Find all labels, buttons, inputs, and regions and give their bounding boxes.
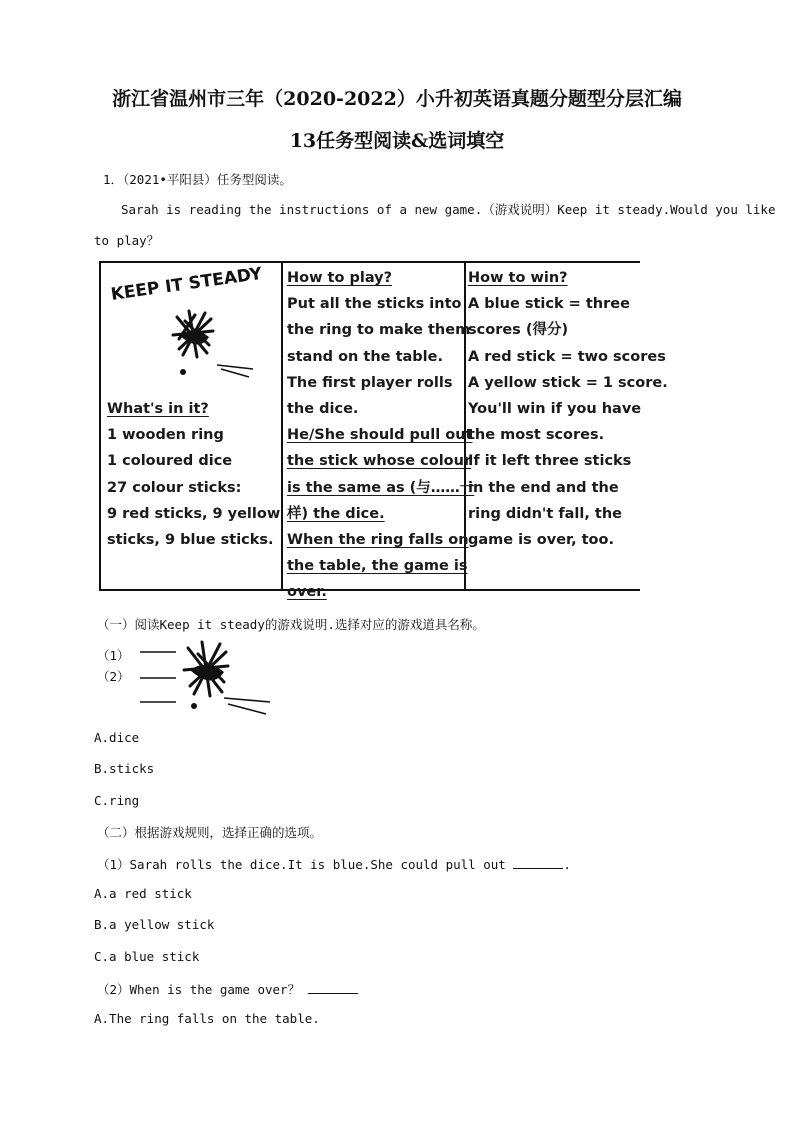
part2-q2-option: A.The ring falls on the table. — [94, 1011, 320, 1026]
whats-in-it-item: 1 coloured dice — [107, 453, 233, 470]
sticks-ring-dice-illustration — [165, 309, 265, 379]
whats-in-it-item: 1 wooden ring — [107, 427, 224, 444]
intro-line-2: to play？ — [94, 233, 160, 248]
how-to-play-line: The first player rolls — [287, 374, 453, 391]
part2-q1-option: A.a red stick — [94, 886, 192, 901]
how-to-play-line: the dice. — [287, 401, 359, 418]
part1-option: C.ring — [94, 793, 140, 808]
how-to-win-line: If it left three sticks — [468, 453, 632, 470]
question-number: 1．（2021•平阳县）任务型阅读。 — [103, 172, 292, 187]
how-to-win-line: in the end and the — [468, 479, 619, 496]
part1-instruction: （一）阅读Keep it steady的游戏说明.选择对应的游戏道具名称。 — [97, 617, 485, 632]
how-to-play-column — [287, 265, 474, 606]
how-to-play-line: the ring to make them — [287, 322, 471, 339]
how-to-win-line: A yellow stick = 1 score. — [468, 374, 668, 391]
how-to-win-column — [468, 265, 668, 553]
whats-in-it-item: sticks, 9 blue sticks. — [107, 532, 274, 549]
game-name: KEEP IT STEADY — [109, 263, 264, 305]
part1-label-1: （1） — [97, 648, 130, 663]
how-to-win-line: A red stick = two scores — [468, 348, 666, 365]
how-to-play-line: the table, the game is — [287, 558, 468, 575]
answer-blank-2[interactable] — [308, 983, 358, 994]
part1-option: A.dice — [94, 730, 140, 745]
how-to-win-line: the most scores. — [468, 427, 605, 444]
how-to-play-heading: How to play? — [287, 270, 393, 286]
how-to-play-line: stand on the table. — [287, 348, 443, 365]
how-to-play-line: Put all the sticks into — [287, 296, 462, 313]
part1-option: B.sticks — [94, 761, 155, 776]
answer-blank-1[interactable] — [513, 858, 563, 869]
document-title-line1: 浙江省温州市三年（2020-2022）小升初英语真题分题型分层汇编 — [112, 88, 682, 110]
how-to-win-line: You'll win if you have — [468, 401, 642, 418]
whats-in-it-heading: What's in it? — [107, 401, 209, 417]
how-to-win-line: ring didn't fall, the — [468, 505, 623, 522]
part2-instruction: （二）根据游戏规则，选择正确的选项。 — [97, 825, 323, 840]
how-to-win-line: scores (得分) — [468, 322, 569, 339]
question-1-text: （1）Sarah rolls the dice.It is blue.She could pull out — [97, 857, 506, 872]
whats-in-it-item: 9 red sticks, 9 yellow — [107, 505, 281, 522]
part1-label-2: （2） — [97, 669, 130, 684]
how-to-win-line: game is over, too. — [468, 532, 614, 549]
how-to-play-line: the stick whose colour — [287, 453, 472, 470]
intro-line-1: Sarah is reading the instructions of a new game.（游戏说明）Keep it steady.Would you like — [121, 202, 776, 217]
part2-question-1: （1）Sarah rolls the dice.It is blue.She could pull out . — [97, 857, 571, 872]
whats-in-it-column — [107, 396, 280, 553]
part2-question-2 — [97, 980, 358, 998]
how-to-play-line: is the same as (与……一 — [287, 479, 475, 496]
how-to-play-line: When the ring falls on — [287, 532, 469, 549]
how-to-play-line: He/She should pull out — [287, 427, 473, 444]
whats-in-it-item: 27 colour sticks: — [107, 479, 242, 496]
game-instructions-card — [99, 261, 668, 601]
question-2-text: （2）When is the game over？ — [97, 982, 301, 997]
column-divider-1 — [281, 263, 283, 589]
part2-q1-option: B.a yellow stick — [94, 917, 215, 932]
how-to-play-line: 样) the dice. — [287, 505, 385, 522]
how-to-win-heading: How to win? — [468, 270, 568, 286]
how-to-play-line: over. — [287, 584, 327, 601]
part2-q1-option: C.a blue stick — [94, 949, 200, 964]
how-to-win-line: A blue stick = three — [468, 296, 630, 313]
props-illustration — [136, 640, 276, 720]
document-title-line2: 13任务型阅读&选词填空 — [289, 130, 505, 152]
